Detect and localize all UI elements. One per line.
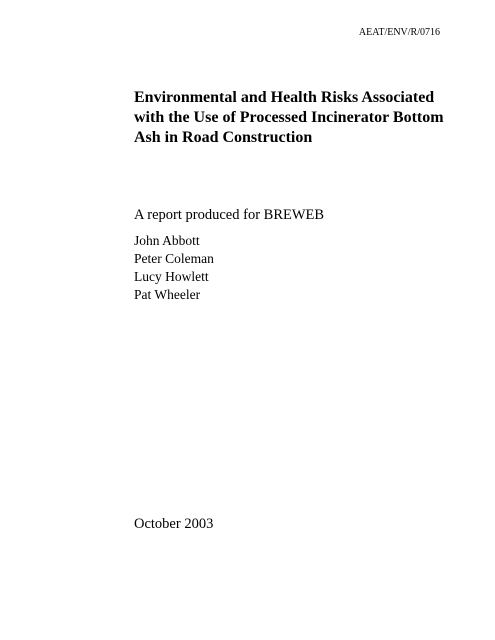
author-name: Pat Wheeler bbox=[134, 287, 201, 302]
author-name: Lucy Howlett bbox=[134, 269, 209, 284]
report-title-line: Ash in Road Construction bbox=[134, 129, 313, 146]
report-date: October 2003 bbox=[134, 516, 214, 532]
author-list bbox=[134, 232, 214, 304]
report-title-line: Environmental and Health Risks Associated bbox=[134, 89, 435, 106]
report-title-line: with the Use of Processed Incinerator Bottom bbox=[134, 109, 444, 126]
produced-for-statement: A report produced for BREWEB bbox=[134, 207, 325, 223]
report-title bbox=[134, 88, 444, 148]
report-reference-code: AEAT/ENV/R/0716 bbox=[358, 27, 440, 38]
author-name: Peter Coleman bbox=[134, 251, 214, 266]
author-name: John Abbott bbox=[134, 233, 200, 248]
